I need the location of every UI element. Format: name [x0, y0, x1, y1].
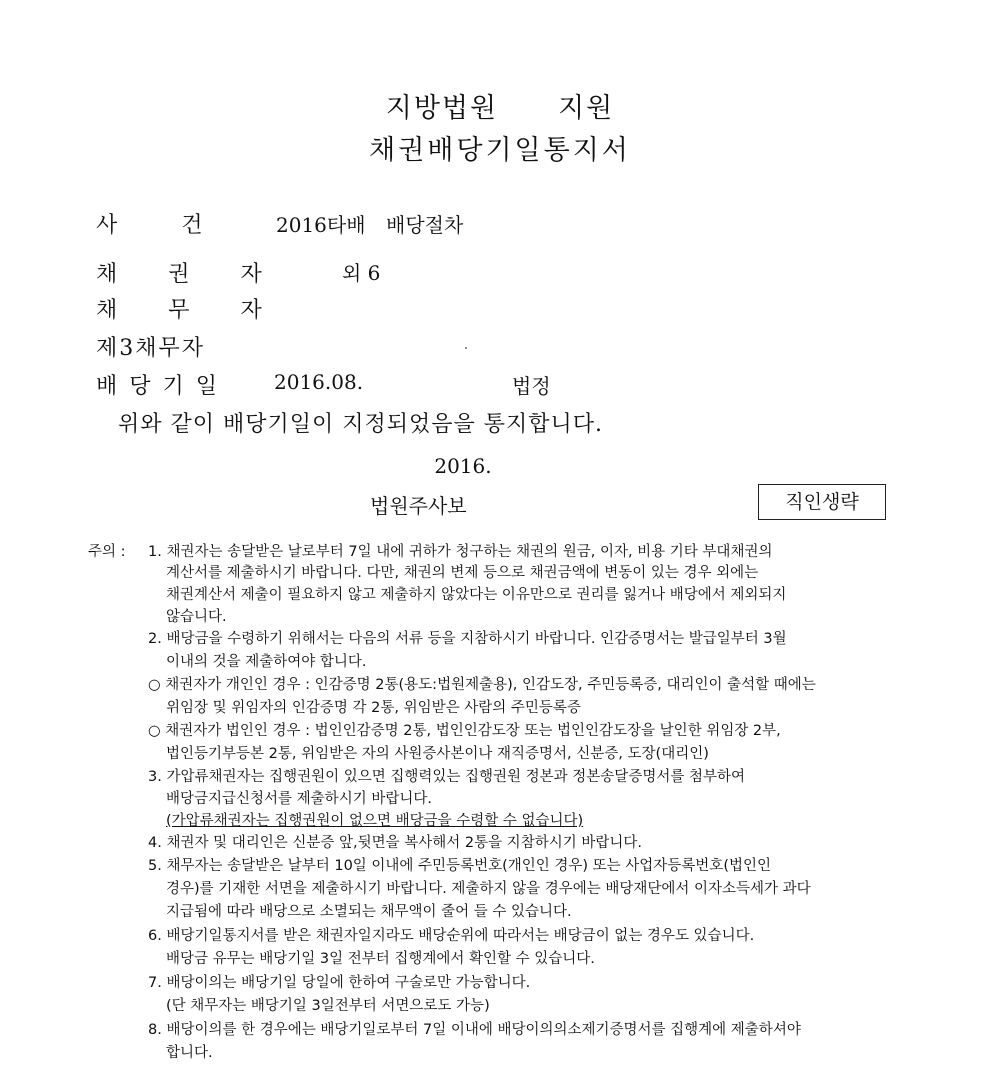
- case-label: 사 건: [96, 213, 203, 238]
- signer: 법원주사보: [370, 494, 467, 518]
- note-line: 지급됨에 따라 배당으로 소멸되는 채무액이 줄어 들 수 있습니다.: [166, 904, 572, 920]
- note-line: 3. 가압류채권자는 집행권원이 있으면 집행력있는 집행권원 정본과 정본송달증명서를 첨부하여: [148, 769, 745, 785]
- note-line: 배당금지급신청서를 제출하시기 바랍니다.: [166, 791, 432, 807]
- notice-text: 위와 같이 배당기일이 지정되었음을 통지합니다.: [118, 412, 604, 437]
- distribution-date-value: 2016.08.: [274, 370, 364, 394]
- court-room: 법정: [512, 374, 551, 398]
- note-line: 채권계산서 제출이 필요하지 않고 제출하지 않았다는 이유만으로 권리를 잃거나 배당에서 제외되지: [166, 587, 787, 603]
- document-title: 채권배당기일통지서: [369, 135, 631, 166]
- note-line: ○ 채권자가 법인인 경우 : 법인인감증명 2통, 법인인감도장 또는 법인인감도장을 날인한 위임장 2부,: [148, 723, 781, 739]
- court-name: 지방법원: [385, 93, 499, 124]
- note-line: 배당금 유무는 배당기일 3일 전부터 집행계에서 확인할 수 있습니다.: [166, 951, 595, 967]
- note-line: 4. 채권자 및 대리인은 신분증 앞,뒷면을 복사해서 2통을 지참하시기 바랍니다.: [148, 835, 642, 851]
- note-line: 않습니다.: [166, 609, 227, 625]
- note-line: 위임장 및 위임자의 인감증명 각 2통, 위임받은 사람의 주민등록증: [166, 700, 581, 716]
- notes-heading: 주의 :: [88, 544, 126, 560]
- distribution-date-label: 배당기일: [96, 374, 230, 399]
- note-line: 합니다.: [166, 1045, 213, 1061]
- note-line: 6. 배당기일통지서를 받은 채권자일지라도 배당순위에 따라서는 배당금이 없는 경우도 있습니다.: [148, 928, 755, 944]
- note-line: 법인등기부등본 2통, 위임받은 자의 사원증사본이나 재직증명서, 신분증, 도장(대리인): [166, 746, 709, 762]
- note-line: 계산서를 제출하시기 바랍니다. 다만, 채권의 변제 등으로 채권금액에 변동이 있는 경우 외에는: [166, 565, 759, 581]
- seal-omitted-box: 직인생략: [758, 484, 886, 520]
- note-line: 8. 배당이의를 한 경우에는 배당기일로부터 7일 이내에 배당이의의소제기증명서를 집행계에 제출하셔야: [148, 1022, 801, 1038]
- creditor-label: 채 권 자: [96, 262, 284, 287]
- scan-speck: [465, 347, 467, 349]
- case-number: 2016타배: [276, 213, 366, 237]
- creditor-value: 외 6: [342, 261, 381, 285]
- court-header: [0, 86, 1000, 125]
- note-line: 경우)를 기재한 서면을 제출하시기 바랍니다. 제출하지 않을 경우에는 배당재단에서 이자소득세가 과다: [166, 881, 811, 897]
- note-line: 2. 배당금을 수령하기 위해서는 다음의 서류 등을 지참하시기 바랍니다. 인감증명서는 발급일부터 3월: [148, 631, 787, 647]
- note-line: 1. 채권자는 송달받은 날로부터 7일 내에 귀하가 청구하는 채권의 원금, 이자, 비용 기타 부대채권의: [148, 544, 773, 560]
- note-line-underlined: (가압류채권자는 집행권원이 없으면 배당금을 수령할 수 없습니다): [166, 813, 584, 829]
- third-debtor-label: 제3채무자: [96, 336, 206, 361]
- issue-date: 2016.: [434, 454, 492, 478]
- branch-name: 지원: [558, 93, 615, 124]
- note-line: ○ 채권자가 개인인 경우 : 인감증명 2통(용도:법원제출용), 인감도장, 주민등록증, 대리인이 출석할 때에는: [148, 677, 816, 693]
- note-line: 이내의 것을 제출하여야 합니다.: [166, 654, 367, 670]
- case-type: 배당절차: [386, 213, 464, 237]
- note-line: (단 채무자는 배당기일 3일전부터 서면으로도 가능): [166, 998, 490, 1014]
- note-line: 7. 배당이의는 배당기일 당일에 한하여 구술로만 가능합니다.: [148, 975, 531, 991]
- debtor-label: 채 무 자: [96, 298, 284, 323]
- note-line: 5. 채무자는 송달받은 날부터 10일 이내에 주민등록번호(개인인 경우) 또는 사업자등록번호(법인인: [148, 858, 772, 874]
